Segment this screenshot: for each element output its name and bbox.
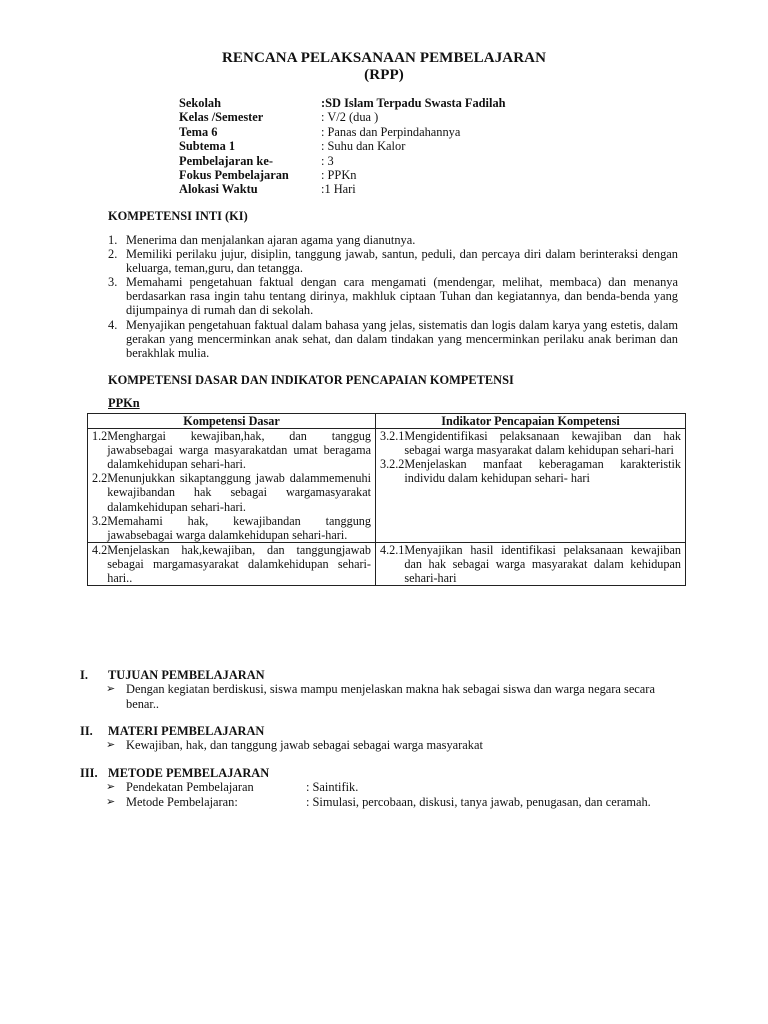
section-numeral: I. <box>80 668 88 682</box>
list-number: 4. <box>108 317 118 332</box>
kd-code: 4.2 <box>92 542 108 557</box>
kd-code: 2.2 <box>92 471 108 486</box>
indicator-entry <box>380 543 681 585</box>
list-text: Menerima dan menjalankan ajaran agama yang dianutnya. <box>126 233 416 247</box>
method-label: Metode Pembelajaran: <box>126 794 238 809</box>
arrow-bullet-icon: ➢ <box>106 738 116 752</box>
section-title: METODE PEMBELAJARAN <box>108 766 270 780</box>
list-item <box>108 318 678 360</box>
document-title: RENCANA PELAKSANAAN PEMBELAJARAN <box>221 50 547 66</box>
list-number: 3. <box>108 275 118 290</box>
list-item <box>108 233 678 247</box>
info-label: Sekolah <box>179 96 222 110</box>
subject-label: PPKn <box>108 396 140 410</box>
info-label: Subtema 1 <box>179 139 236 154</box>
kd-code: 3.2 <box>92 513 108 528</box>
indicator-text: Menjelaskan manfaat keberagaman karakteristik individu dalam kehidupan sehari- hari <box>404 457 681 486</box>
list-item <box>108 247 678 275</box>
list-text: Memiliki perilaku jujur, disiplin, tanggung jawab, santun, peduli, dan percaya diri dalam berinteraksi dengan keluarga, teman,guru, dan tetangga. <box>126 247 678 276</box>
section-heading <box>80 724 680 738</box>
info-label: Fokus Pembelajaran <box>179 168 289 183</box>
section-numeral: II. <box>80 724 93 738</box>
list-item <box>108 275 678 317</box>
info-value: : Suhu dan Kalor <box>321 139 406 154</box>
kd-code: 1.2 <box>92 429 108 444</box>
info-label: Alokasi Waktu <box>179 182 258 197</box>
bullet-item <box>106 795 680 809</box>
kd-heading: KOMPETENSI DASAR DAN INDIKATOR PENCAPAIAN KOMPETENSI <box>108 373 514 387</box>
table-cell <box>376 429 686 543</box>
arrow-bullet-icon: ➢ <box>106 682 116 696</box>
method-label: Pendekatan Pembelajaran <box>126 780 254 795</box>
indicator-text: Mengidentifikasi pelaksanaan kewajiban dan hak sebagai warga masyarakat dalam kehidupan sehari-hari <box>404 429 681 458</box>
indicator-entry <box>380 457 681 485</box>
kd-text: Menjelaskan hak,kewajiban, dan tanggungjawab sebagai margamasyarakat dalamkehidupan sehari-hari.. <box>107 542 371 586</box>
table-row <box>88 542 686 585</box>
bullet-text: Kewajiban, hak, dan tanggung jawab sebagai sebagai warga masyarakat <box>126 738 483 753</box>
table-header-row <box>88 414 686 429</box>
bullet-item <box>106 780 680 794</box>
info-value: : PPKn <box>321 168 357 183</box>
table-cell <box>376 542 686 585</box>
info-label: Tema 6 <box>179 124 218 139</box>
section-heading <box>80 766 680 780</box>
info-row-theme <box>179 125 506 139</box>
kd-table <box>87 413 686 586</box>
indicator-code: 3.2.1 <box>380 429 405 444</box>
info-row-focus <box>179 168 506 182</box>
table-header-indicator: Indikator Pencapaian Kompetensi <box>376 414 686 429</box>
info-row-class <box>179 110 506 124</box>
ki-list <box>108 233 678 360</box>
arrow-bullet-icon: ➢ <box>106 780 116 794</box>
list-number: 1. <box>108 233 118 247</box>
info-row-school <box>179 96 506 110</box>
kd-entry <box>92 543 371 585</box>
list-number: 2. <box>108 247 118 262</box>
table-header-kd: Kompetensi Dasar <box>88 414 376 429</box>
bullet-item <box>106 682 680 711</box>
indicator-entry <box>380 429 681 457</box>
kd-text: Memahami hak, kewajibandan tanggung jawabsebagai warga dalamkehidupan sehari-hari. <box>107 513 371 542</box>
indicator-code: 4.2.1 <box>380 542 405 557</box>
method-row <box>126 780 680 794</box>
kd-entry <box>92 471 371 513</box>
info-value: : 3 <box>321 153 334 168</box>
bullet-item <box>106 738 680 752</box>
kd-text: Menghargai kewajiban,hak, dan tanggug jawabsebagai warga masyarakatdan umat beragama dalamkehidupan sehari-hari. <box>107 429 371 472</box>
section-numeral: III. <box>80 766 98 780</box>
info-label: Kelas /Semester <box>179 110 264 125</box>
info-value: :1 Hari <box>321 182 356 197</box>
section-title: MATERI PEMBELAJARAN <box>108 724 265 738</box>
table-row <box>88 429 686 543</box>
kd-text: Menunjukkan sikaptanggung jawab dalammemenuhi kewajibandan hak sebagai wargamasyarakat dalamkehidupan sehari-hari. <box>107 471 371 514</box>
indicator-text: Menyajikan hasil identifikasi pelaksanaan kewajiban dan hak sebagai warga masyarakat dalam kehidupan sehari-hari <box>404 542 681 586</box>
indicator-code: 3.2.2 <box>380 457 405 472</box>
section-title: TUJUAN PEMBELAJARAN <box>108 668 265 682</box>
section-heading <box>80 668 680 682</box>
info-row-time <box>179 182 506 196</box>
list-text: Memahami pengetahuan faktual dengan cara mengamati (mendengar, melihat, membaca) dan menanya berdasarkan rasa ingin tahu tentang dirinya, makhluk ciptaan Tuhan dan kegiatannya, dan benda-benda yang dijumpainya di rumah dan di sekolah. <box>126 275 678 318</box>
info-label: Pembelajaran ke- <box>179 153 273 168</box>
info-value: : Panas dan Perpindahannya <box>321 124 461 139</box>
kd-entry <box>92 429 371 471</box>
section-materi <box>80 724 680 753</box>
info-value: : V/2 (dua ) <box>321 110 379 125</box>
list-text: Menyajikan pengetahuan faktual dalam bahasa yang jelas, sistematis dan logis dalam karya yang estetis, dalam gerakan yang mencerminkan anak sehat, dan dalam tindakan yang mencerminkan perilaku anak beriman dan berakhlak mulia. <box>126 317 678 360</box>
ki-heading: KOMPETENSI INTI (KI) <box>108 209 248 223</box>
info-row-lesson <box>179 154 506 168</box>
arrow-bullet-icon: ➢ <box>106 794 116 808</box>
method-row <box>126 795 680 809</box>
info-value: :SD Islam Terpadu Swasta Fadilah <box>321 96 506 110</box>
document-subtitle: (RPP) <box>364 67 404 83</box>
identity-block <box>179 96 506 197</box>
kd-entry <box>92 514 371 542</box>
table-cell <box>88 429 376 543</box>
method-value: : Saintifik. <box>306 780 359 795</box>
method-value: : Simulasi, percobaan, diskusi, tanya jawab, penugasan, dan ceramah. <box>306 794 651 809</box>
bullet-text: Dengan kegiatan berdiskusi, siswa mampu menjelaskan makna hak sebagai siswa dan warga negara secara benar.. <box>126 682 655 711</box>
info-row-subtheme <box>179 139 506 153</box>
section-metode <box>80 766 680 809</box>
section-tujuan <box>80 668 680 711</box>
table-cell <box>88 542 376 585</box>
